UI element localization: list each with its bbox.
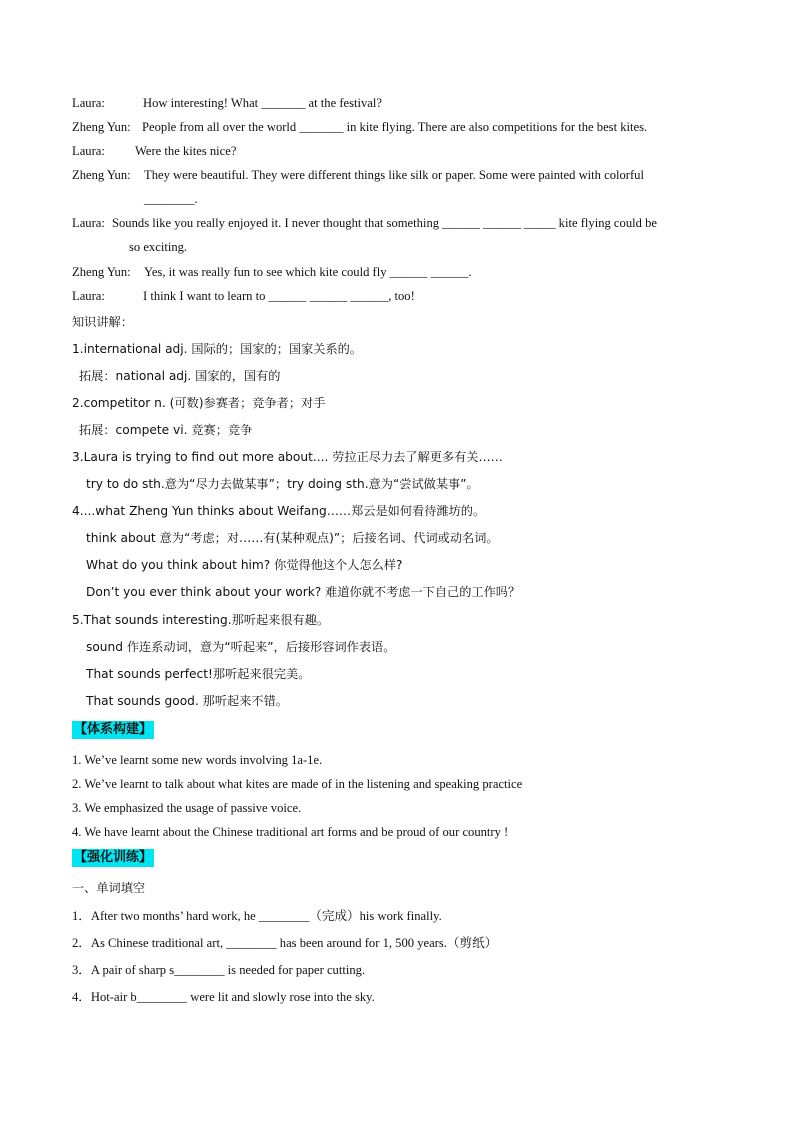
- exercise-subtitle: 一、单词填空: [72, 881, 146, 895]
- section-header-practice: 【强化训练】: [74, 850, 153, 865]
- summary-item: 3. We emphasized the usage of passive voice.: [72, 801, 302, 815]
- dialogue-line: [72, 167, 644, 183]
- dialogue-text: I think I want to learn to ______ ______ ______, too!: [143, 289, 415, 303]
- note-line: 3.Laura is trying to find out more about.... 劳拉正尽力去了解更多有关……: [72, 450, 503, 464]
- speaker-label: Laura:: [72, 289, 105, 303]
- speaker-label: Zheng Yun:: [72, 168, 131, 182]
- dialogue-line: [72, 264, 472, 280]
- speaker-label: Zheng Yun:: [72, 120, 131, 134]
- dialogue-line: [72, 215, 657, 231]
- dialogue-line: [72, 119, 647, 135]
- exercise-item: 4．Hot-air b________ were lit and slowly rose into the sky.: [72, 990, 375, 1004]
- summary-item: 2. We’ve learnt to talk about what kites are made of in the listening and speaking practice: [72, 777, 523, 791]
- note-line: 拓展：compete vi. 竞赛；竞争: [79, 423, 253, 437]
- dialogue-line: [144, 191, 198, 207]
- note-line: 1.international adj. 国际的；国家的；国家关系的。: [72, 342, 363, 356]
- note-line: 4....what Zheng Yun thinks about Weifang……郑云是如何看待潍坊的。: [72, 504, 486, 518]
- note-line: think about 意为“考虑；对……有(某种观点)”；后接名词、代词或动名词。: [86, 531, 499, 545]
- speaker-label: Laura:: [72, 144, 105, 158]
- dialogue-line: [129, 239, 187, 255]
- note-line: try to do sth.意为“尽力去做某事”；try doing sth.意为“尝试做某事”。: [86, 477, 479, 491]
- note-line: That sounds good. 那听起来不错。: [86, 694, 288, 708]
- dialogue-text: so exciting.: [129, 240, 188, 254]
- note-line: Don’t you ever think about your work? 难道你就不考虑一下自己的工作吗？: [86, 585, 521, 599]
- dialogue-text: Were the kites nice?: [135, 144, 237, 158]
- note-line: sound 作连系动词，意为“听起来”，后接形容词作表语。: [86, 640, 396, 654]
- section-title: 知识讲解：: [72, 315, 133, 329]
- section-header-system: 【体系构建】: [74, 722, 153, 737]
- dialogue-text: Sounds like you really enjoyed it. I never thought that something ______ ______ _____ kite flying could be: [112, 216, 657, 230]
- summary-item: 4. We have learnt about the Chinese traditional art forms and be proud of our country !: [72, 825, 509, 839]
- dialogue-text: Yes, it was really fun to see which kite could fly ______ ______.: [144, 265, 472, 279]
- note-line: 5.That sounds interesting.那听起来很有趣。: [72, 613, 330, 627]
- dialogue-text: They were beautiful. They were different things like silk or paper. Some were painted with colorful: [144, 168, 644, 182]
- dialogue-text: People from all over the world _______ in kite flying. There are also competitions for the best kites.: [142, 120, 648, 134]
- exercise-item: 3．A pair of sharp s________ is needed for paper cutting.: [72, 963, 366, 977]
- speaker-label: Laura:: [72, 96, 105, 110]
- dialogue-text: ________.: [144, 192, 198, 206]
- note-line: That sounds perfect!那听起来很完美。: [86, 667, 311, 681]
- exercise-item: 1．After two months’ hard work, he ________（完成）his work finally.: [72, 909, 442, 923]
- speaker-label: Laura:: [72, 216, 105, 230]
- speaker-label: Zheng Yun:: [72, 265, 131, 279]
- note-line: 2.competitor n. (可数)参赛者；竞争者；对手: [72, 396, 326, 410]
- note-line: 拓展：national adj. 国家的，国有的: [79, 369, 281, 383]
- summary-item: 1. We’ve learnt some new words involving 1a-1e.: [72, 753, 323, 767]
- dialogue-line: [72, 288, 415, 304]
- dialogue-line: [72, 95, 382, 111]
- note-line: What do you think about him? 你觉得他这个人怎么样?: [86, 558, 403, 572]
- exercise-item: 2．As Chinese traditional art, ________ has been around for 1, 500 years.（剪纸）: [72, 936, 498, 950]
- dialogue-text: How interesting! What _______ at the festival?: [143, 96, 382, 110]
- dialogue-line: [72, 143, 236, 159]
